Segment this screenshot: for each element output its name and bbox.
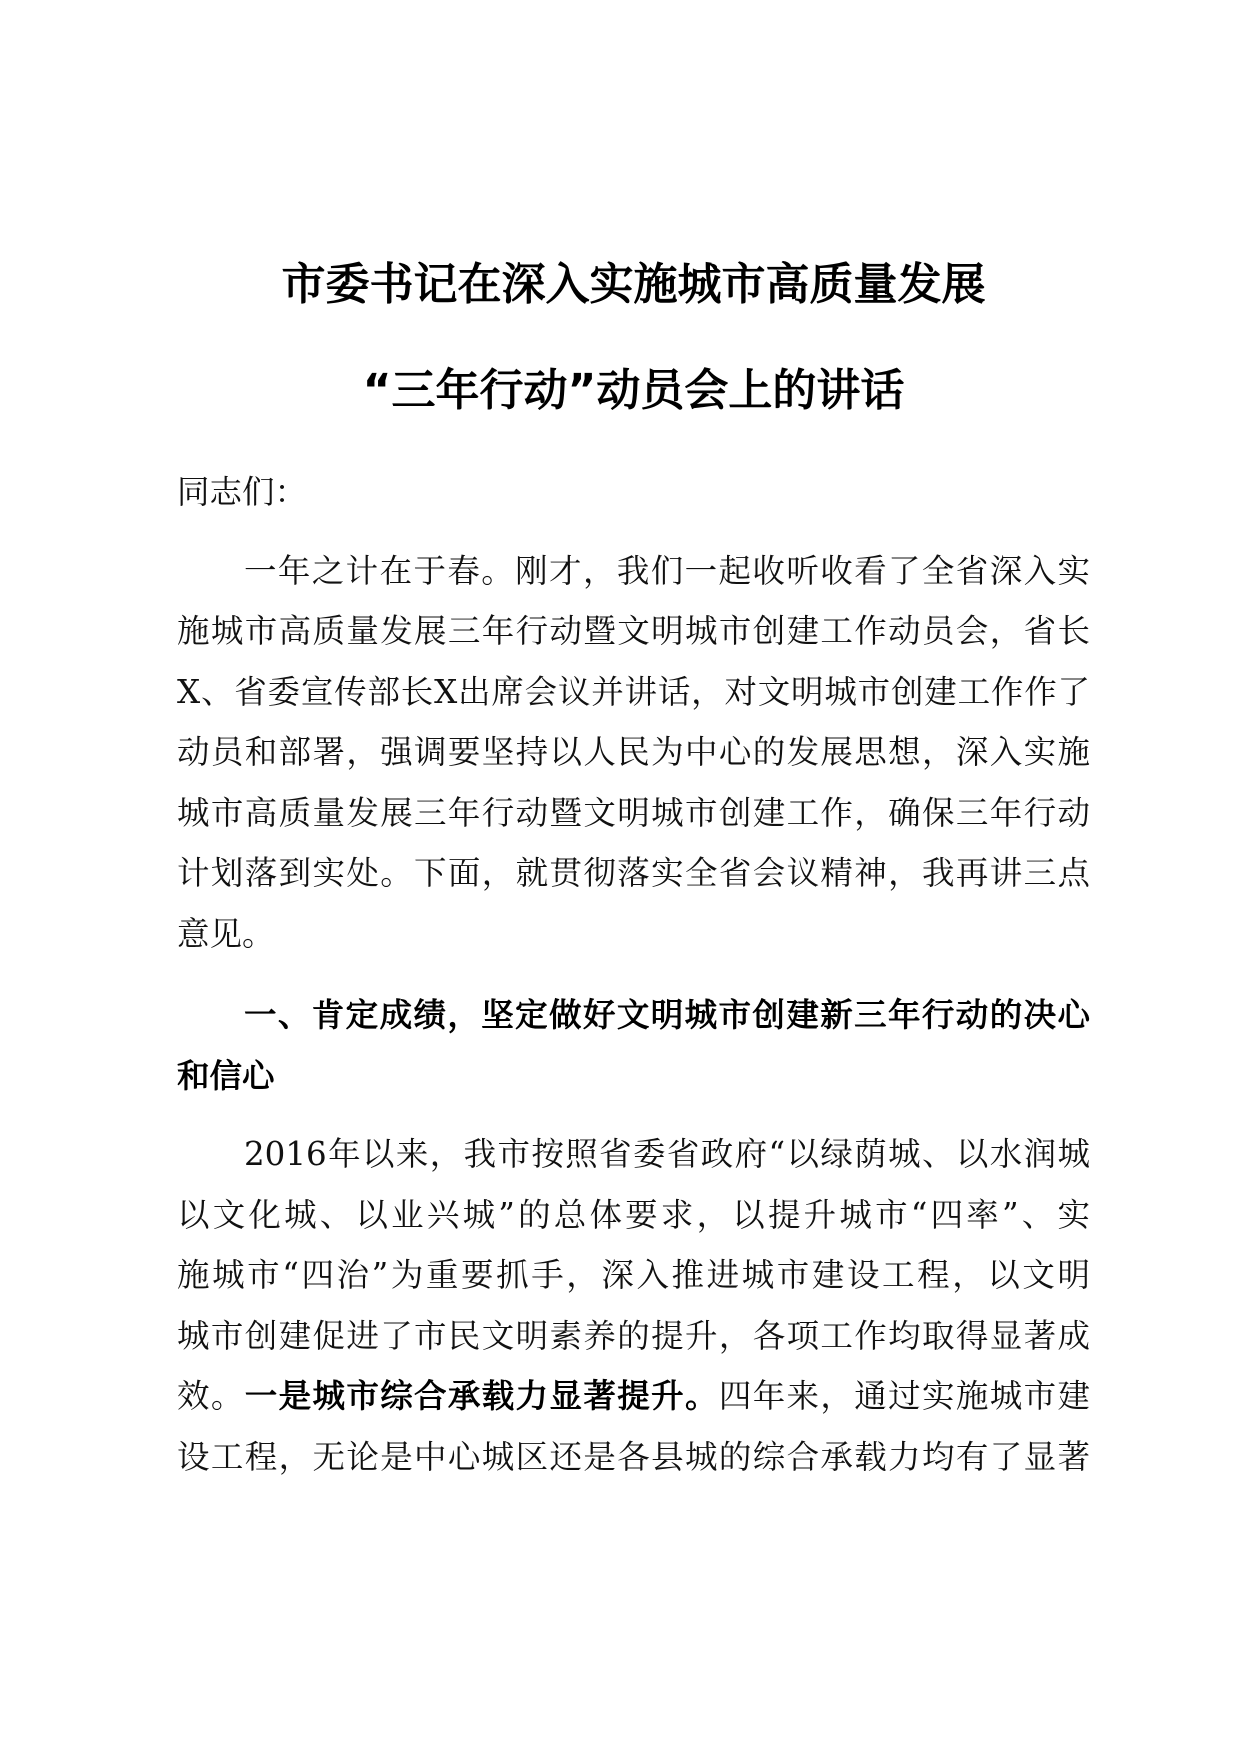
paragraph-line: 施城市高质量发展三年行动暨文明城市创建工作动员会，省长 (177, 612, 1090, 650)
paragraph-line: 动员和部署，强调要坚持以人民为中心的发展思想，深入实施 (177, 733, 1090, 771)
section-heading-line: 一、肯定成绩，坚定做好文明城市创建新三年行动的决心 (244, 996, 1090, 1034)
section-heading (177, 985, 1090, 1106)
paragraph-line: 设工程，无论是中心城区还是各县城的综合承载力均有了显著 (177, 1437, 1090, 1476)
paragraph-line: 城市创建促进了市民文明素养的提升，各项工作均取得显著成 (177, 1316, 1090, 1355)
paragraph-line: 以文化城、以业兴城”的总体要求，以提升城市“四率”、实 (177, 1195, 1090, 1234)
paragraph-line: 意见。 (177, 914, 275, 953)
document-body (177, 232, 1090, 1487)
paragraph-line: 2016年以来，我市按照省委省政府“以绿荫城、以水润城 (244, 1135, 1090, 1173)
paragraph-line (177, 1366, 1090, 1427)
title-line: 市委书记在深入实施城市高质量发展 (281, 259, 986, 310)
paragraph-line: 计划落到实处。下面，就贯彻落实全省会议精神，我再讲三点 (177, 854, 1090, 892)
salutation (177, 462, 1090, 523)
salutation-text: 同志们： (177, 473, 308, 511)
paragraph-line: 一年之计在于春。刚才，我们一起收听收看了全省深入实 (244, 551, 1090, 590)
paragraph-line: X、省委宣传部长X出席会议并讲话，对文明城市创建工作作了 (177, 672, 1090, 711)
paragraph-line: 城市高质量发展三年行动暨文明城市创建工作，确保三年行动 (177, 793, 1090, 832)
paragraph-text: 四年来，通过实施城市建 (718, 1377, 1090, 1415)
title-line: “三年行动”动员会上的讲话 (362, 365, 905, 416)
paragraph-achievements (177, 1124, 1090, 1487)
document-title (177, 232, 1090, 444)
paragraph-text: 效。 (177, 1377, 245, 1415)
paragraph-opening (177, 541, 1090, 965)
paragraph-line: 施城市“四治”为重要抓手，深入推进城市建设工程，以文明 (177, 1256, 1090, 1294)
bold-key-point: 一是城市综合承载力显著提升。 (244, 1377, 719, 1415)
section-heading-line: 和信心 (177, 1056, 275, 1095)
